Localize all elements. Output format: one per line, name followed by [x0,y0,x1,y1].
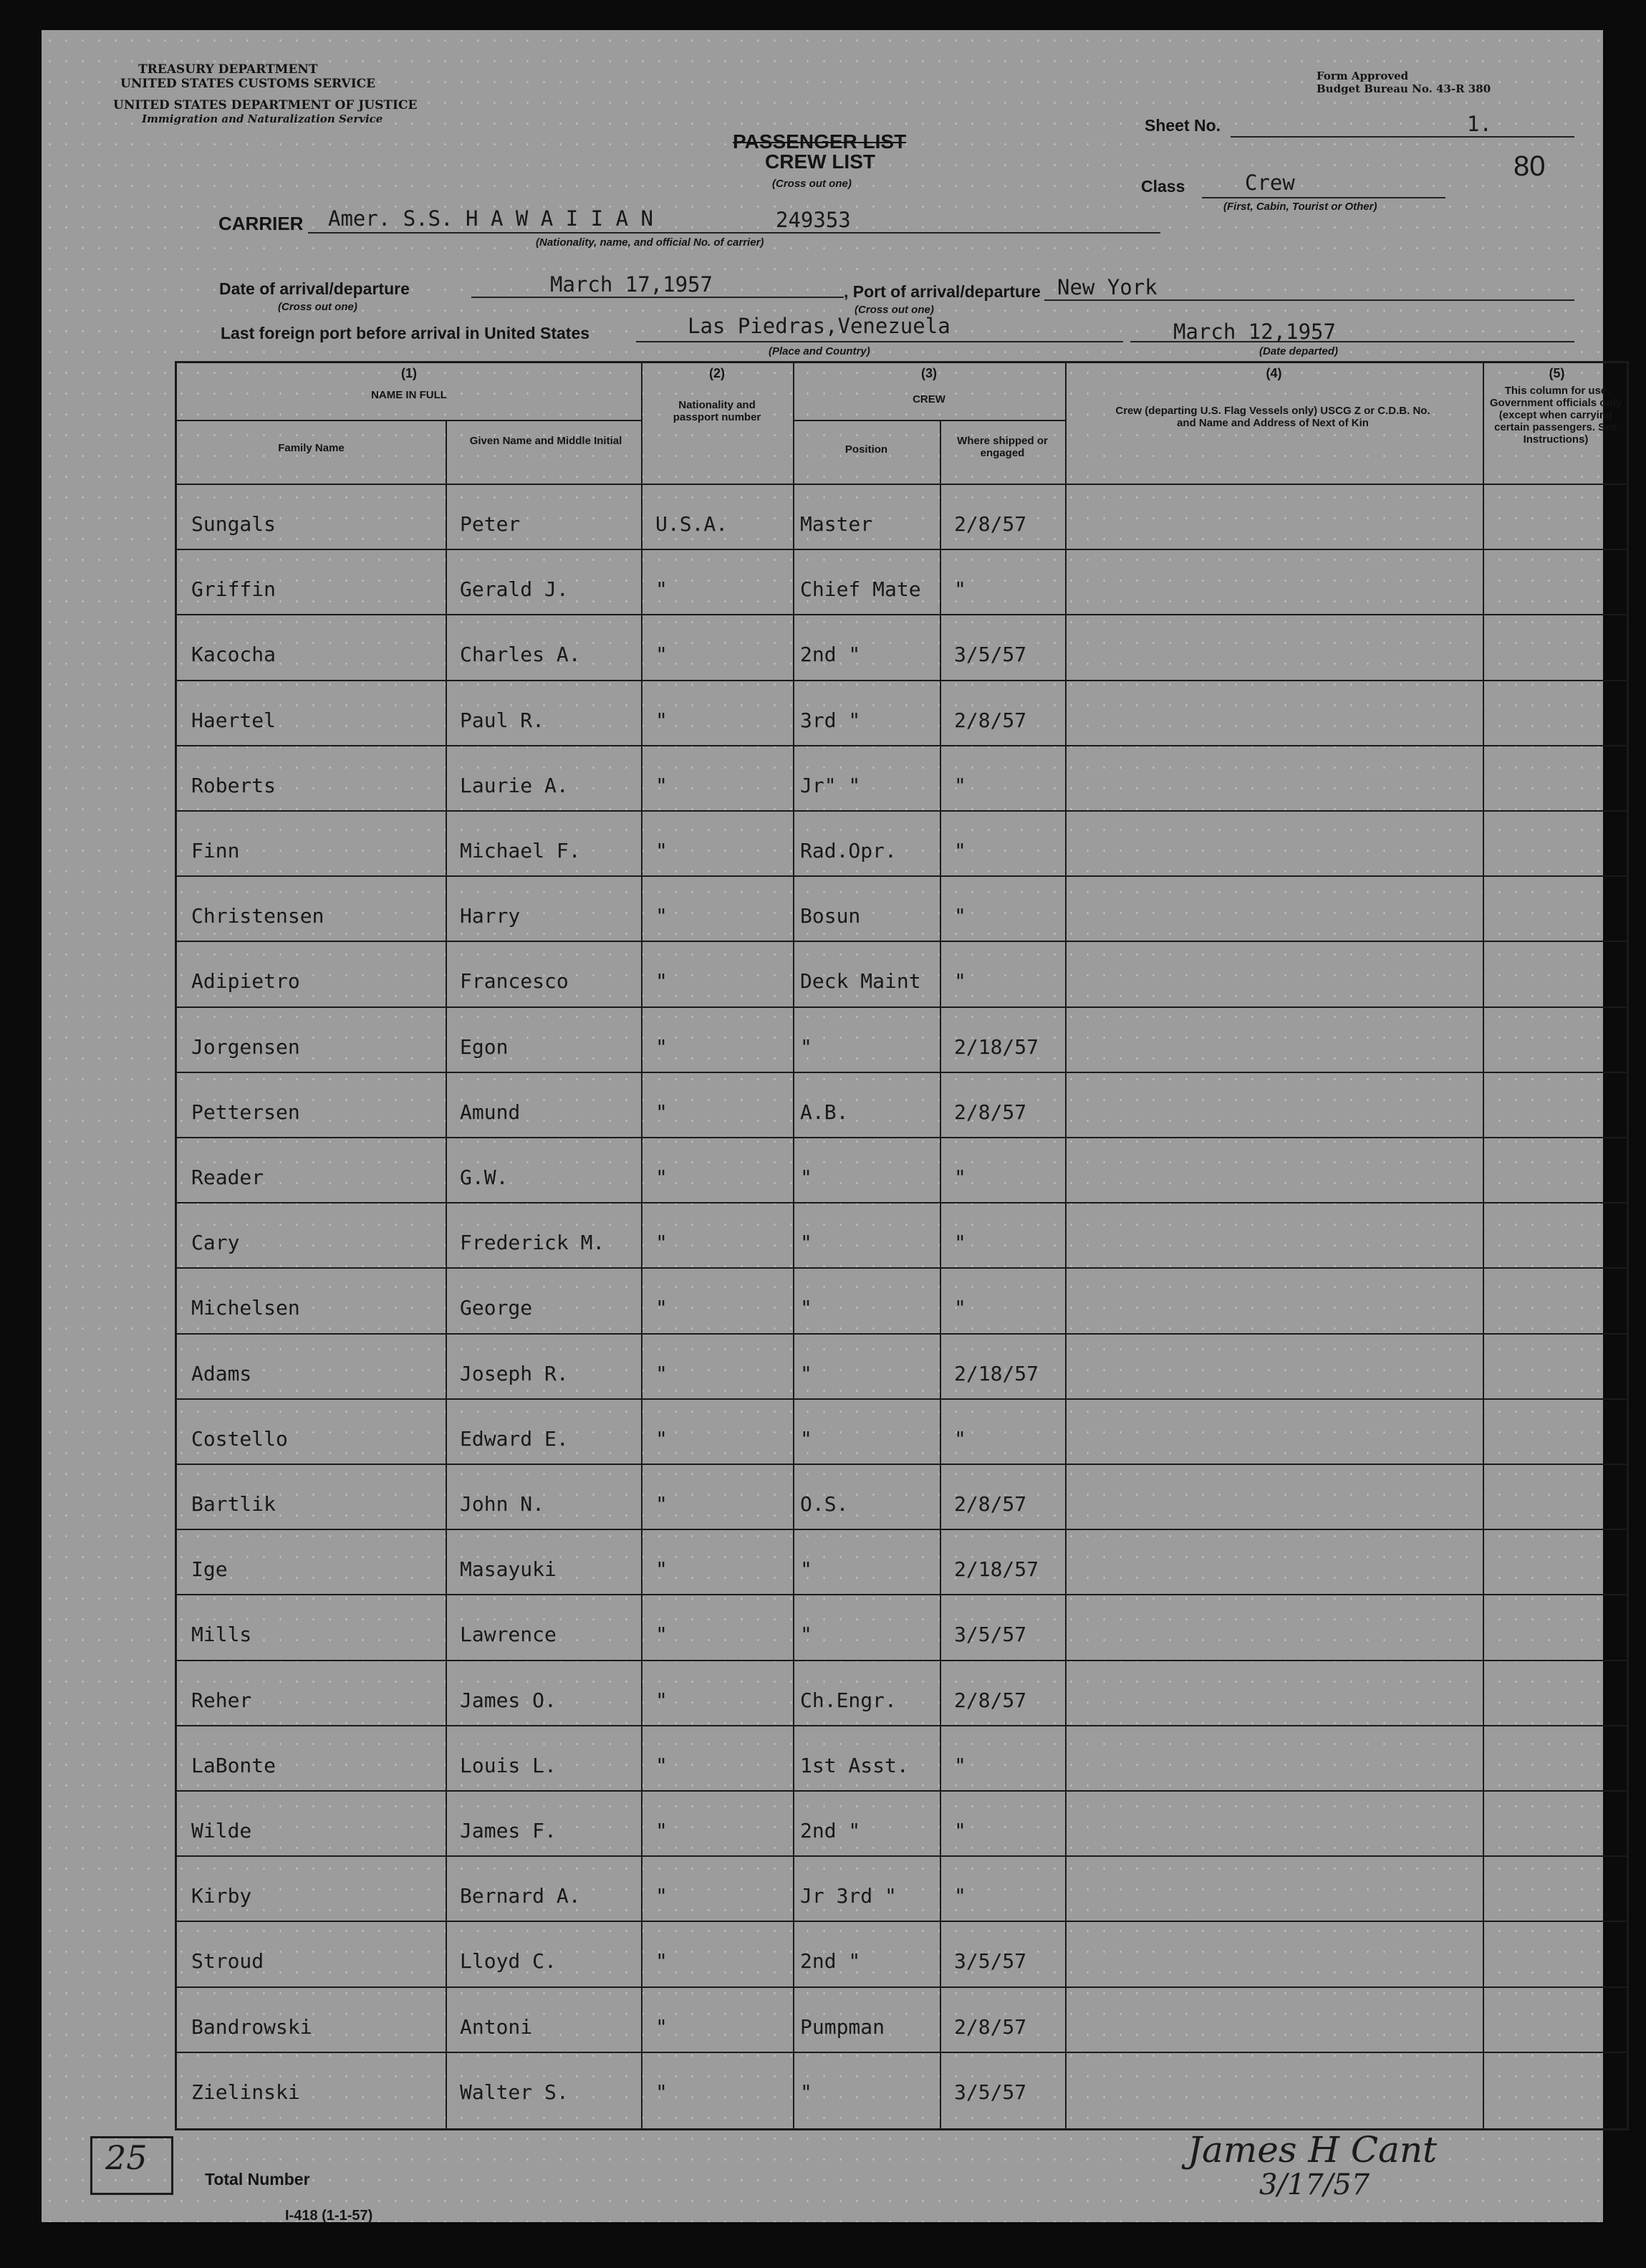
class-label: Class [1141,177,1185,196]
table-row [177,484,1627,549]
total-box [90,2136,173,2195]
table-row [177,1986,1627,2052]
shipped-cell: " [954,1819,966,1842]
title-cross-note: (Cross out one) [772,178,852,190]
table-row [177,1594,1627,1659]
given-name-cell: Francesco [460,969,569,994]
family-name-cell: Kirby [191,1884,252,1908]
col1-number: (1) [401,366,417,380]
shipped-cell: 2/8/57 [954,512,1027,536]
nationality-cell: " [655,1884,668,1908]
given-name-cell: Laurie A. [460,773,569,797]
family-name-cell: Pettersen [191,1100,300,1124]
nationality-cell: " [655,1166,668,1189]
table-row [177,1006,1627,1072]
table-row [177,680,1627,745]
agency-line-3: UNITED STATES DEPARTMENT OF JUSTICE [113,98,418,112]
position-cell: A.B. [800,1100,849,1124]
shipped-cell: " [954,969,966,994]
table-row [177,1333,1627,1398]
shipped-cell: 3/5/57 [954,1949,1027,1974]
family-name-cell: Stroud [191,1949,264,1974]
shipped-cell: " [954,577,966,602]
position-cell: 3rd " [800,708,861,732]
position-cell: Jr 3rd " [800,1884,897,1908]
given-name-cell: John N. [460,1492,545,1516]
family-name-cell: Haertel [191,708,276,732]
class-note: (First, Cabin, Tourist or Other) [1223,201,1377,213]
total-value: 25 [105,2138,148,2177]
family-name-cell: Reader [191,1166,264,1189]
nationality-cell: " [655,643,668,667]
given-name-cell: Masayuki [460,1557,557,1582]
family-name-cell: Reher [191,1688,252,1712]
shipped-cell: 3/5/57 [954,643,1027,667]
shipped-cell: 2/8/57 [954,1492,1027,1516]
given-name-cell: Frederick M. [460,1231,605,1255]
family-name-cell: Ige [191,1557,228,1582]
given-name-cell: Antoni [460,2014,533,2039]
shipped-cell: 3/5/57 [954,1623,1027,1647]
position-cell: 2nd " [800,1819,861,1842]
shipped-cell: 2/8/57 [954,708,1027,732]
passenger-list-title: PASSENGER LIST [733,130,907,153]
position-header: Position [844,443,888,456]
table-row [177,1790,1627,1855]
given-name-cell: Walter S. [460,2080,569,2104]
family-name-cell: Adipietro [191,969,300,994]
shipped-cell: " [954,1753,966,1777]
position-cell: O.S. [800,1492,849,1516]
shipped-cell: " [954,1884,966,1908]
nationality-cell: " [655,1231,668,1255]
foreign-port-value: Las Piedras,Venezuela [688,314,950,338]
table-row [177,614,1627,679]
position-cell: 2nd " [800,643,861,667]
agency-line-1: TREASURY DEPARTMENT [138,62,318,77]
given-name-cell: Amund [460,1100,521,1124]
given-name-cell: Lawrence [460,1623,557,1647]
given-name-cell: Edward E. [460,1426,569,1451]
shipped-cell: 2/18/57 [954,1034,1039,1059]
col5-number: (5) [1549,366,1565,380]
nationality-cell: " [655,1361,668,1385]
table-row [177,1137,1627,1202]
position-cell: 1st Asst. [800,1753,909,1777]
crew-list-form [42,30,1622,2224]
shipped-cell: 2/8/57 [954,2014,1027,2039]
shipped-cell: " [954,1296,966,1320]
port-cross-note: (Cross out one) [855,304,934,316]
shipped-cell: 2/18/57 [954,1557,1039,1582]
given-name-cell: Bernard A. [460,1884,581,1908]
table-row [177,745,1627,810]
shipped-cell: " [954,773,966,797]
sheet-stamp: 80 [1513,150,1546,182]
table-row [177,1660,1627,1725]
nationality-cell: " [655,1949,668,1974]
given-name-cell: Paul R. [460,708,545,732]
nationality-cell: " [655,1492,668,1516]
given-name-cell: Gerald J. [460,577,569,602]
family-name-cell: Mills [191,1623,252,1647]
nationality-cell: " [655,904,668,928]
given-name-cell: Egon [460,1034,509,1059]
shipped-header: Where shipped or engaged [957,435,1048,459]
table-row [177,1725,1627,1790]
position-cell: Bosun [800,904,861,928]
given-name-cell: Peter [460,512,521,536]
arrival-date: March 17,1957 [550,272,713,297]
class-value: Crew [1245,170,1295,195]
signature-date: 3/17/57 [1259,2168,1370,2201]
nationality-cell: " [655,969,668,994]
shipped-cell: 2/8/57 [954,1100,1027,1124]
position-cell: Pumpman [800,2014,885,2039]
position-cell: Rad.Opr. [800,839,897,862]
given-name-cell: George [460,1296,533,1320]
col3-number: (3) [921,366,937,380]
nationality-cell: " [655,1100,668,1124]
crew-list-title: CREW LIST [765,150,875,173]
shipped-cell: 3/5/57 [954,2080,1027,2104]
position-cell: " [800,1557,812,1582]
position-cell: " [800,1296,812,1320]
family-name-cell: Costello [191,1426,288,1451]
crew-header: CREW [913,393,945,405]
total-label: Total Number [205,2170,310,2188]
family-name-cell: Sungals [191,512,276,536]
position-cell: Chief Mate [800,577,921,602]
position-cell: " [800,1034,812,1059]
nationality-cell: " [655,2080,668,2104]
family-name-cell: Adams [191,1361,252,1385]
given-name-cell: James O. [460,1688,557,1712]
table-row [177,549,1627,614]
table-row [177,1855,1627,1921]
position-cell: " [800,1426,812,1451]
table-row [177,1464,1627,1529]
given-name-cell: Michael F. [460,839,581,862]
nationality-cell: " [655,577,668,602]
family-name-cell: Finn [191,839,240,862]
family-name-cell: Bandrowski [191,2014,312,2039]
given-name-cell: Charles A. [460,643,581,667]
foreign-port-label: Last foreign port before arrival in United States [221,324,590,342]
position-cell: Deck Maint [800,969,921,994]
family-name-cell: Kacocha [191,643,276,667]
given-name-cell: Harry [460,904,521,928]
position-cell: " [800,1623,812,1647]
table-row [177,810,1627,875]
position-cell: " [800,2080,812,2104]
col2-number: (2) [709,366,725,380]
table-row [177,1267,1627,1332]
given-name-cell: Joseph R. [460,1361,569,1385]
nationality-cell: " [655,708,668,732]
departed-date: March 12,1957 [1173,319,1336,344]
position-cell: Ch.Engr. [800,1688,897,1712]
given-name-cell: James F. [460,1819,557,1842]
next-of-kin-header: Crew (departing U.S. Flag Vessels only) USCG Z or C.D.B. No. and Name and Address of Next of Kin [1115,405,1430,429]
nationality-header: Nationality and passport number [673,399,761,423]
position-cell: Jr" " [800,773,861,797]
signature: James H Cant [1188,2129,1438,2171]
given-name-cell: Lloyd C. [460,1949,557,1974]
place-note: (Place and Country) [769,345,870,357]
table-row [177,941,1627,1006]
table-row [177,1921,1627,1986]
family-name-cell: Christensen [191,904,324,928]
shipped-cell: " [954,1166,966,1189]
given-name-header: Given Name and Middle Initial [469,435,622,447]
family-name-cell: LaBonte [191,1753,276,1777]
shipped-cell: 2/8/57 [954,1688,1027,1712]
nationality-cell: " [655,1819,668,1842]
table-row [177,1529,1627,1594]
family-name-cell: Zielinski [191,2080,300,2104]
nationality-cell: " [655,1557,668,1582]
shipped-cell: " [954,904,966,928]
carrier-label: CARRIER [218,213,304,234]
family-name-cell: Bartlik [191,1492,276,1516]
nationality-cell: " [655,2014,668,2039]
form-approved: Form Approved [1317,69,1409,82]
family-name-cell: Michelsen [191,1296,300,1320]
given-name-cell: Louis L. [460,1753,557,1777]
family-name-cell: Cary [191,1231,240,1255]
agency-line-4: Immigration and Naturalization Service [142,112,383,125]
carrier-number: 249353 [776,208,851,232]
nationality-cell: " [655,1688,668,1712]
shipped-cell: " [954,1426,966,1451]
nationality-cell: " [655,1623,668,1647]
family-name-header: Family Name [278,442,345,454]
nationality-cell: " [655,839,668,862]
family-name-cell: Roberts [191,773,276,797]
given-name-cell: G.W. [460,1166,509,1189]
crew-table [175,361,1629,2130]
nationality-cell: " [655,773,668,797]
nationality-cell: " [655,1296,668,1320]
carrier-note: (Nationality, name, and official No. of carrier) [536,236,764,249]
table-row [177,1398,1627,1464]
shipped-cell: 2/18/57 [954,1361,1039,1385]
family-name-cell: Griffin [191,577,276,602]
shipped-cell: " [954,839,966,862]
col4-number: (4) [1266,366,1282,380]
family-name-cell: Jorgensen [191,1034,300,1059]
nationality-cell: " [655,1426,668,1451]
nationality-cell: U.S.A. [655,512,728,536]
table-row [177,875,1627,941]
nationality-cell: " [655,1753,668,1777]
position-cell: Master [800,512,873,536]
arrival-port: New York [1057,275,1158,299]
agency-line-2: UNITED STATES CUSTOMS SERVICE [120,77,376,91]
col1-title: NAME IN FULL [371,389,447,401]
official-use-header: This column for use Government officials only (except when carrying certain passengers. See Instructions) [1489,385,1622,446]
position-cell: " [800,1166,812,1189]
budget-bureau: Budget Bureau No. 43-R 380 [1317,82,1491,95]
family-name-cell: Wilde [191,1819,252,1842]
date-cross-note: (Cross out one) [278,301,357,313]
date-departed-note: (Date departed) [1259,345,1339,357]
position-cell: " [800,1231,812,1255]
nationality-cell: " [655,1034,668,1059]
position-cell: 2nd " [800,1949,861,1974]
form-number: I-418 (1-1-57) [285,2208,373,2224]
table-row [177,2052,1627,2117]
port-label: , Port of arrival/departure [844,282,1041,301]
sheet-number: 1. [1467,112,1492,136]
shipped-cell: " [954,1231,966,1255]
position-cell: " [800,1361,812,1385]
carrier-value: Amer. S.S. H A W A I I A N [328,206,653,231]
sheet-label: Sheet No. [1145,116,1221,135]
table-row [177,1202,1627,1267]
date-label: Date of arrival/departure [219,279,410,298]
table-row [177,1072,1627,1137]
